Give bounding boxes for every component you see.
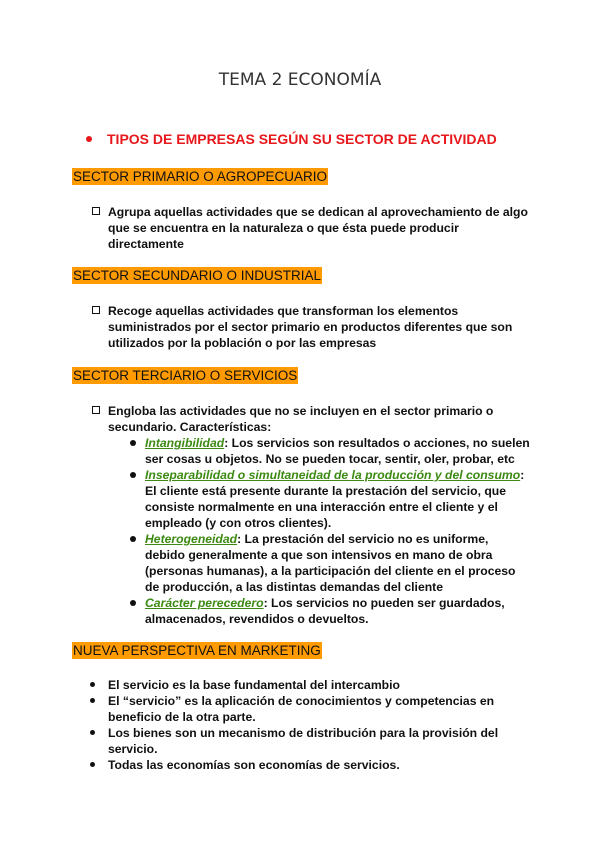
bullet-icon (90, 730, 95, 735)
list-item (90, 757, 530, 773)
list-item-text: El “servicio” es la aplicación de conocimientos y competencias en beneficio de la otra parte. (108, 694, 495, 724)
checkbox-icon[interactable] (92, 406, 100, 414)
page-title: TEMA 2 ECONOMÍA (218, 70, 382, 90)
characteristic-text: : El cliente está presente durante la prestación del servicio, que consiste normalmente en una interacción entre el cliente y el empleado (y con otros clientes). (145, 468, 525, 530)
characteristic-text: : La prestación del servicio no es uniforme, debido generalmente a que son intensivos en mano de obra (personas humanas), a la participación del cliente en el proceso de producción, a las distintas demandas del cliente (145, 532, 516, 594)
bullet-icon (130, 440, 136, 446)
checkbox-icon[interactable] (92, 306, 100, 314)
bullet-icon (130, 472, 136, 478)
bullet-icon (86, 136, 92, 142)
checklist-item-terciario (92, 403, 532, 435)
list-item (90, 693, 530, 725)
checklist-item-text: Agrupa aquellas actividades que se dedican al aprovechamiento de algo que se encuentra en la naturaleza o que ésta puede producir directamente (108, 205, 528, 251)
characteristic-term: Heterogeneidad (145, 532, 238, 546)
list-item-text: Los bienes son un mecanismo de distribución para la provisión del servicio. (108, 726, 499, 756)
section-heading-terciario: SECTOR TERCIARIO O SERVICIOS (73, 368, 298, 383)
bullet-icon (90, 698, 95, 703)
characteristic-term: Carácter perecedero (145, 596, 264, 610)
bullet-icon (90, 762, 95, 767)
bullet-icon (130, 600, 136, 606)
characteristics-list (130, 435, 530, 627)
section-heading-marketing: NUEVA PERSPECTIVA EN MARKETING (73, 643, 321, 658)
characteristic-text: : Los servicios no pueden ser guardados, almacenados, revendidos o devueltos. (145, 596, 505, 626)
characteristic-item (130, 531, 530, 595)
characteristic-item (130, 435, 530, 467)
characteristic-term: Inseparabilidad o simultaneidad de la producción y del consumo (145, 468, 521, 482)
list-item (90, 677, 530, 693)
checkbox-icon[interactable] (92, 207, 100, 215)
characteristic-item (130, 595, 530, 627)
bullet-icon (130, 536, 136, 542)
checklist-item-primario (92, 204, 532, 252)
list-item-text: El servicio es la base fundamental del intercambio (108, 678, 400, 692)
list-item (90, 725, 530, 757)
checklist-item-text: Engloba las actividades que no se incluyen en el sector primario o secundario. Características: (108, 404, 494, 434)
characteristic-term: Intangibilidad (145, 436, 225, 450)
marketing-list (90, 677, 530, 773)
checklist-item-secundario (92, 303, 532, 351)
section-heading-secundario: SECTOR SECUNDARIO O INDUSTRIAL (73, 268, 322, 283)
main-heading (86, 131, 497, 147)
characteristic-text: : Los servicios son resultados o acciones, no suelen ser cosas u objetos. No se pueden tocar, sentir, oler, probar, etc (145, 436, 530, 466)
list-item-text: Todas las economías son economías de servicios. (108, 758, 400, 772)
checklist-item-text: Recoge aquellas actividades que transforman los elementos suministrados por el sector primario en productos diferentes que son utilizados por la población o por las empresas (108, 304, 513, 350)
characteristic-item (130, 467, 530, 531)
bullet-icon (90, 682, 95, 687)
main-heading-text: TIPOS DE EMPRESAS SEGÚN SU SECTOR DE ACTIVIDAD (107, 131, 497, 147)
section-heading-primario: SECTOR PRIMARIO O AGROPECUARIO (73, 169, 328, 184)
